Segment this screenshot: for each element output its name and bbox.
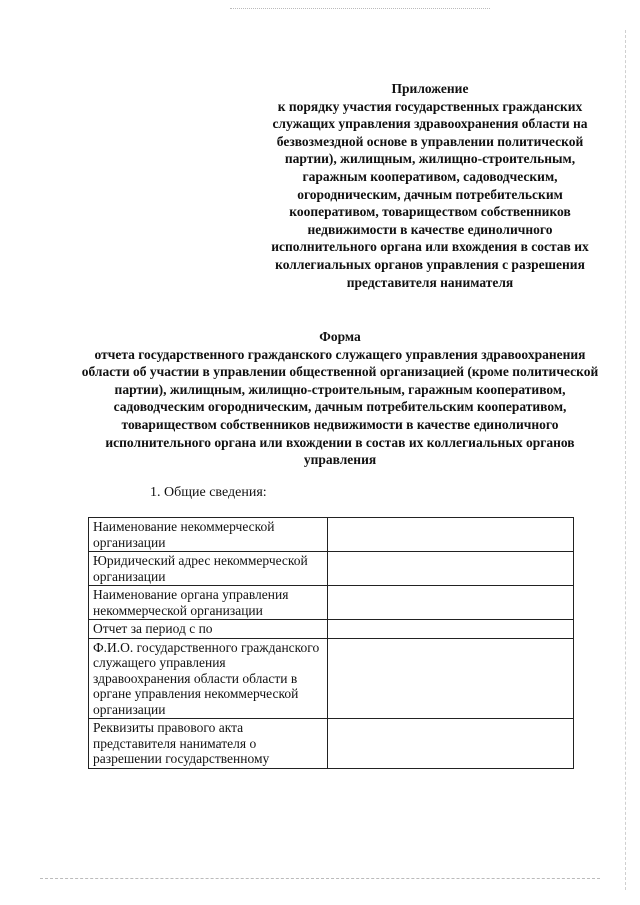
table-row [89,638,574,719]
scan-artifact-right [625,30,628,890]
appendix-heading [270,80,590,291]
row-label: Реквизиты правового акта представителя нанимателя о разрешении государственному [89,719,328,769]
row-label: Наименование органа управления некоммерческой организации [89,586,328,620]
table-row [89,586,574,620]
general-info-table [88,517,574,769]
table-row [89,518,574,552]
appendix-text: к порядку участия государственных гражданских служащих управления здравоохранения области на безвозмездной основе в управлении политической партии), жилищным, жилищно-строительным, гаражным кооперативом, садоводческим, огородническим, дачным потребительским кооперативом, товариществом собственников недвижимости в качестве единоличного исполнительного органа или вхождения в состав их коллегиальных органов управления с разрешения представителя нанимателя [271,98,589,290]
table-row [89,552,574,586]
scan-artifact-bottom [40,878,600,881]
row-value-field[interactable] [328,620,574,639]
table-row [89,620,574,639]
form-subtitle: отчета государственного гражданского служащего управления здравоохранения области об участии в управлении общественной организацией (кроме политической партии), жилищным, жилищно-строительным, гаражным кооперативом, садоводческим огородническим, дачным потребительским кооперативом, товариществом собственников недвижимости в качестве единоличного исполнительного органа или вхождении в состав их коллегиальных органов управления [81,346,599,468]
table-row [89,719,574,769]
form-title: Форма [319,329,361,344]
form-heading [80,328,600,469]
row-label: Юридический адрес некоммерческой организации [89,552,328,586]
row-label: Наименование некоммерческой организации [89,518,328,552]
row-value-field[interactable] [328,719,574,769]
section-general-info-label: 1. Общие сведения: [150,485,267,500]
scan-artifact-top [230,8,490,11]
row-value-field[interactable] [328,552,574,586]
row-value-field[interactable] [328,638,574,719]
appendix-title: Приложение [391,81,469,96]
row-value-field[interactable] [328,518,574,552]
row-label: Отчет за период с по [89,620,328,639]
row-value-field[interactable] [328,586,574,620]
row-label: Ф.И.О. государственного гражданского служащего управления здравоохранения области области в органе управления некоммерческой организации [89,638,328,719]
